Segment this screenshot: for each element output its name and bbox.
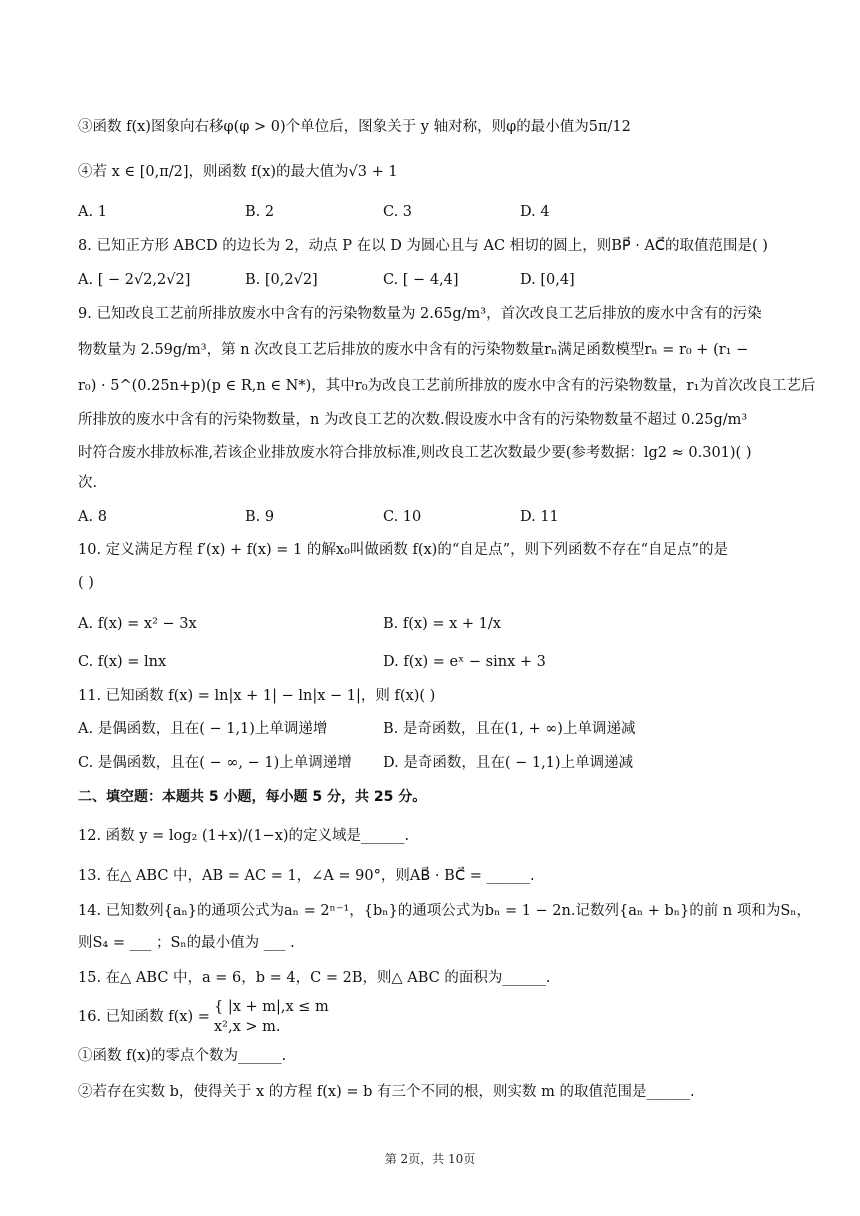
question-16-part-1: ①函数 f(x)的零点个数为______. — [78, 1048, 287, 1064]
q7-option-c: C. 3 — [383, 204, 413, 220]
question-8: 8. 已知正方形 ABCD 的边长为 2，动点 P 在以 D 为圆心且与 AC 相切的圆上，则BP⃗ · AC⃗的取值范围是( ) — [78, 238, 768, 254]
q7-option-b: B. 2 — [245, 204, 275, 220]
q11-option-d: D. 是奇函数，且在( − 1,1)上单调递减 — [383, 755, 634, 771]
question-9-line-2: 物数量为 2.59g/m³，第 n 次改良工艺后排放的废水中含有的污染物数量rₙ满足函数模型rₙ = r₀ + (r₁ − — [78, 342, 749, 358]
statement-3: ③函数 f(x)图象向右移φ(φ > 0)个单位后，图象关于 y 轴对称，则φ的最小值为5π/12 — [78, 119, 631, 135]
q7-option-a: A. 1 — [78, 204, 107, 220]
q9-option-a: A. 8 — [78, 509, 107, 525]
question-14-line-1: 14. 已知数列{aₙ}的通项公式为aₙ = 2ⁿ⁻¹，{bₙ}的通项公式为bₙ = 1 − 2n.记数列{aₙ + bₙ}的前 n 项和为Sₙ， — [78, 903, 812, 919]
question-16-part-2: ②若存在实数 b，使得关于 x 的方程 f(x) = b 有三个不同的根，则实数 m 的取值范围是______. — [78, 1084, 695, 1100]
q11-option-a: A. 是偶函数，且在( − 1,1)上单调递增 — [78, 721, 328, 737]
page-footer: 第 2页，共 10页 — [384, 1152, 476, 1166]
q8-option-c: C. [ − 4,4] — [383, 272, 459, 288]
question-9-line-1: 9. 已知改良工艺前所排放废水中含有的污染物数量为 2.65g/m³，首次改良工艺后排放的废水中含有的污染 — [78, 306, 762, 322]
q11-option-b: B. 是奇函数，且在(1, + ∞)上单调递减 — [383, 721, 636, 737]
question-10-line-1: 10. 定义满足方程 f′(x) + f(x) = 1 的解x₀叫做函数 f(x)的“自足点”，则下列函数不存在“自足点”的是 — [78, 542, 728, 558]
question-16-stem: 16. 已知函数 f(x) = — [78, 1009, 210, 1025]
piecewise-top: { |x + m|,x ≤ m — [214, 999, 329, 1015]
question-10-line-2: ( ) — [78, 575, 94, 591]
q10-option-d: D. f(x) = eˣ − sinx + 3 — [383, 654, 546, 670]
q10-option-b: B. f(x) = x + 1/x — [383, 616, 501, 632]
q9-option-b: B. 9 — [245, 509, 275, 525]
piecewise-bottom: x²,x > m. — [214, 1019, 281, 1035]
question-11: 11. 已知函数 f(x) = ln|x + 1| − ln|x − 1|，则 f(x)( ) — [78, 688, 436, 704]
q10-option-c: C. f(x) = lnx — [78, 654, 167, 670]
q8-option-d: D. [0,4] — [520, 272, 575, 288]
q9-option-d: D. 11 — [520, 509, 559, 525]
statement-4: ④若 x ∈ [0,π/2]，则函数 f(x)的最大值为√3 + 1 — [78, 164, 398, 180]
q8-option-b: B. [0,2√2] — [245, 272, 318, 288]
question-15: 15. 在△ ABC 中，a = 6，b = 4，C = 2B，则△ ABC 的面积为______. — [78, 970, 551, 986]
q9-option-c: C. 10 — [383, 509, 422, 525]
q11-option-c: C. 是偶函数，且在( − ∞, − 1)上单调递增 — [78, 755, 352, 771]
question-9-line-4: 所排放的废水中含有的污染物数量，n 为改良工艺的次数.假设废水中含有的污染物数量不超过 0.25g/m³ — [78, 412, 748, 428]
q8-option-a: A. [ − 2√2,2√2] — [78, 272, 191, 288]
question-14-line-2: 则S₄ = ___ ；Sₙ的最小值为 ___ . — [78, 935, 295, 951]
question-9-line-5: 时符合废水排放标准,若该企业排放废水符合排放标准,则改良工艺次数最少要(参考数据：lg2 ≈ 0.301)( ) — [78, 445, 752, 461]
question-12: 12. 函数 y = log₂ (1+x)/(1−x)的定义域是______. — [78, 828, 410, 844]
question-13: 13. 在△ ABC 中，AB = AC = 1，∠A = 90°，则AB⃗ · BC⃗ = ______. — [78, 868, 535, 884]
question-9-line-3: r₀) · 5^(0.25n+p)(p ∈ R,n ∈ N*)，其中r₀为改良工艺前所排放的废水中含有的污染物数量，r₁为首次改良工艺后 — [78, 378, 816, 394]
q10-option-a: A. f(x) = x² − 3x — [78, 616, 197, 632]
q7-option-d: D. 4 — [520, 204, 550, 220]
question-9-line-6: 次. — [78, 475, 98, 491]
section-heading: 二、填空题：本题共 5 小题，每小题 5 分，共 25 分。 — [78, 789, 427, 805]
